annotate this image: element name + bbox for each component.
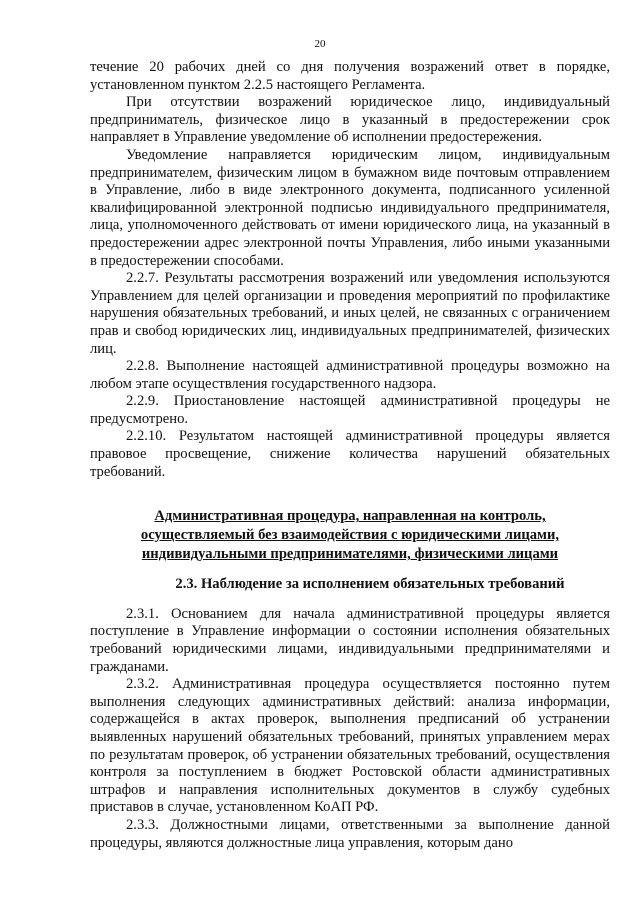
section-heading-line: осуществляемый без взаимодействия с юридическими лицами, xyxy=(140,527,560,544)
paragraph-continuation: течение 20 рабочих дней со дня получения возражений ответ в порядке, установленном пунктом 2.2.5 настоящего Регламента. xyxy=(90,59,610,93)
paragraph-2-3-2: 2.3.2. Административная процедура осуществляется постоянно путем выполнения следующих административных действий: анализа информации, содержащейся в актах проверок, выполнения предписаний об устранении выявленных нарушений обязательных требований, принятых управлением мерах по результатам проверок, об устранении обязательных требований, осуществления контроля за поступлением в бюджет Ростовской области административных штрафов и направления исполнительных документов в службу судебных приставов в случае, установленном КоАП РФ. xyxy=(90,676,610,816)
document-body xyxy=(90,59,610,852)
paragraph-2-2-8: 2.2.8. Выполнение настоящей административной процедуры возможно на любом этапе осуществления государственного надзора. xyxy=(90,358,610,392)
section-heading-line: индивидуальными предпринимателями, физическими лицами xyxy=(141,546,559,563)
paragraph-2-2-9: 2.2.9. Приостановление настоящей административной процедуры не предусмотрено. xyxy=(90,393,610,427)
paragraph-2-2-10: 2.2.10. Результатом настоящей административной процедуры является правовое просвещение, снижение количества нарушений обязательных требований. xyxy=(90,428,610,480)
paragraph-2-3-1: 2.3.1. Основанием для начала административной процедуры является поступление в Управление информации о состоянии исполнения обязательных требований юридическими лицами, индивидуальными предпринимателями и гражданами. xyxy=(90,605,610,675)
paragraph-no-objections: При отсутствии возражений юридическое лицо, индивидуальный предприниматель, физическое лицо в указанный в предостережении срок направляет в Управление уведомление об исполнении предостережения. xyxy=(90,94,610,146)
paragraph-2-2-7: 2.2.7. Результаты рассмотрения возражений или уведомления используются Управлением для целей организации и проведения мероприятий по профилактике нарушения обязательных требований, и иных целей, не связанных с ограничением прав и свобод юридических лиц, индивидуальных предпринимателей, физических лиц. xyxy=(90,270,610,357)
paragraph-2-3-3: 2.3.3. Должностными лицами, ответственными за выполнение данной процедуры, являются должностные лица управления, которым дано xyxy=(90,816,610,851)
page-number: 20 xyxy=(314,38,326,50)
paragraph-notification: Уведомление направляется юридическим лицом, индивидуальным предпринимателем, физическим лицом в бумажном виде почтовым отправлением в Управление, либо в виде электронного документа, подписанного усиленной квалифицированной электронной подписью индивидуального предпринимателя, лица, уполномоченного действовать от имени юридического лица, на указанный в предостережении адрес электронной почты Управления, либо иными указанными в предостережении способами. xyxy=(90,146,610,269)
subsection-heading: 2.3. Наблюдение за исполнением обязательных требований xyxy=(175,576,565,593)
section-heading-line: Административная процедура, направленная на контроль, xyxy=(154,508,546,525)
section-heading xyxy=(90,507,610,564)
